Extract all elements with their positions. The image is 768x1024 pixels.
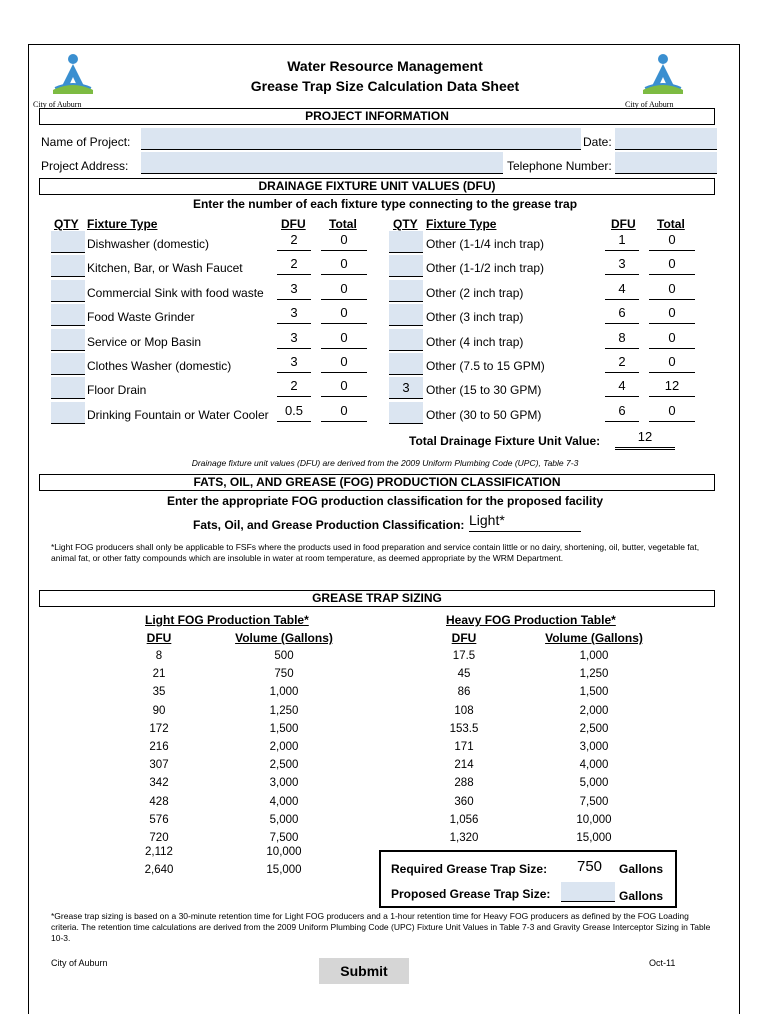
col-dfu-left: DFU [281, 217, 306, 231]
qty-input[interactable] [51, 280, 85, 302]
light-dfu-cell: 720 [149, 832, 169, 844]
total-value: 0 [321, 353, 367, 373]
fixture-type-label: Kitchen, Bar, or Wash Faucet [87, 261, 243, 276]
heavy-volume-cell: 1,000 [579, 650, 609, 662]
heavy-dfu-cell: 153.5 [449, 722, 479, 735]
light-dfu-cell: 8 [155, 650, 163, 662]
total-value: 0 [321, 231, 367, 251]
light-volume-cell: 4,000 [269, 795, 299, 808]
heavy-dfu-cell: 288 [454, 777, 474, 790]
heavy-dfu-cell: 214 [454, 759, 474, 772]
proposed-size-field[interactable] [561, 882, 615, 902]
required-size-unit: Gallons [619, 862, 664, 876]
fog-instruction: Enter the appropriate FOG production classification for the proposed facility [166, 494, 604, 508]
dfu-instruction: Enter the number of each fixture type connecting to the grease trap [192, 197, 578, 211]
total-value: 0 [321, 255, 367, 275]
light-dfu-cell: 576 [149, 813, 169, 826]
col-total-left: Total [329, 217, 357, 231]
dfu-value: 3 [605, 255, 639, 275]
heavy-volume-cell: 1,500 [579, 686, 609, 699]
light-volume-cell: 5,000 [269, 813, 299, 826]
heavy-table-title: Heavy FOG Production Table* [446, 613, 616, 627]
dfu-value: 4 [605, 280, 639, 300]
fixture-type-label: Other (15 to 30 GPM) [426, 383, 542, 398]
project-info-header: PROJECT INFORMATION [39, 108, 715, 125]
dfu-value: 2 [277, 255, 311, 275]
dfu-value: 0.5 [277, 402, 311, 422]
col-fixture-left: Fixture Type [87, 217, 158, 231]
footer-date: Oct-11 [649, 958, 676, 968]
dfu-value: 1 [605, 231, 639, 251]
qty-input[interactable] [51, 255, 85, 277]
telephone-field[interactable] [615, 152, 717, 174]
heavy-col-volume: Volume (Gallons) [545, 631, 643, 645]
light-volume-cell: 1,250 [269, 704, 299, 717]
telephone-label: Telephone Number: [507, 159, 612, 173]
col-qty-left: QTY [54, 217, 79, 231]
fixture-type-label: Commercial Sink with food waste [87, 285, 264, 300]
logo-caption: City of Auburn [625, 100, 674, 109]
project-name-label: Name of Project: [41, 135, 131, 149]
qty-input[interactable] [389, 304, 423, 326]
col-fixture-right: Fixture Type [426, 217, 497, 231]
fog-class-field[interactable]: Light* [469, 510, 581, 532]
dfu-header: DRAINAGE FIXTURE UNIT VALUES (DFU) [39, 178, 715, 195]
heavy-dfu-cell: 86 [457, 686, 471, 699]
light-volume-cell: 750 [274, 668, 294, 681]
dfu-value: 3 [277, 304, 311, 324]
fixture-type-label: Other (1-1/2 inch trap) [426, 261, 545, 276]
logo-caption: City of Auburn [33, 100, 82, 109]
required-size-value: 750 [577, 858, 603, 875]
total-value: 12 [649, 377, 695, 397]
submit-button[interactable]: Submit [319, 958, 409, 984]
project-address-label: Project Address: [41, 159, 129, 173]
qty-input[interactable] [389, 353, 423, 375]
qty-input[interactable] [51, 304, 85, 326]
fixture-type-label: Dishwasher (domestic) [87, 237, 210, 251]
light-volume-cell: 7,500 [269, 832, 299, 844]
total-value: 0 [649, 304, 695, 324]
dfu-value: 6 [605, 402, 639, 422]
fixture-type-label: Other (7.5 to 15 GPM) [426, 359, 545, 373]
form-page [28, 44, 740, 1014]
date-label: Date: [583, 135, 612, 149]
heavy-volume-cell: 7,500 [579, 795, 609, 808]
total-value: 0 [649, 402, 695, 422]
light-dfu-cell: 428 [149, 795, 169, 808]
total-value: 0 [321, 402, 367, 422]
total-value: 0 [321, 377, 367, 397]
qty-input[interactable] [389, 231, 423, 253]
proposed-size-unit: Gallons [619, 889, 664, 903]
light-col-volume: Volume (Gallons) [235, 631, 333, 645]
total-value: 0 [649, 329, 695, 349]
heavy-dfu-cell: 45 [457, 668, 471, 681]
light-dfu-cell: 2,112 [145, 846, 173, 859]
qty-input[interactable] [51, 353, 85, 375]
heavy-dfu-cell: 17.5 [452, 650, 476, 662]
col-total-right: Total [657, 217, 685, 231]
sizing-header: GREASE TRAP SIZING [39, 590, 715, 607]
qty-input[interactable] [389, 280, 423, 302]
fixture-type-label: Other (2 inch trap) [426, 285, 524, 300]
col-qty-right: QTY [393, 217, 418, 231]
fixture-type-label: Floor Drain [87, 383, 147, 398]
footer-city: City of Auburn [51, 958, 108, 968]
light-volume-cell: 1,000 [269, 686, 299, 699]
fixture-type-label: Other (1-1/4 inch trap) [426, 237, 545, 251]
col-dfu-right: DFU [611, 217, 636, 231]
heavy-volume-cell: 10,000 [576, 813, 612, 826]
light-dfu-cell: 172 [149, 722, 169, 735]
fixture-type-label: Service or Mop Basin [87, 334, 202, 349]
fog-class-label: Fats, Oil, and Grease Production Classification: [193, 518, 465, 532]
light-dfu-cell: 2,640 [144, 864, 174, 877]
light-volume-cell: 2,500 [269, 759, 299, 772]
total-value: 0 [649, 231, 695, 251]
sizing-note: *Grease trap sizing is based on a 30-minute retention time for Light FOG producers and a 1-hour retention time for Heavy FOG producers as defined by the FOG Loading criteria. The retention time calculations are derived from the 2009 Uniform Plumbing Code (UPC) Fixture Unit Values in Table 7-3 and Gravity Grease Interceptor Sizing in Table 10-3. [51, 911, 711, 943]
qty-input[interactable] [51, 231, 85, 253]
light-dfu-cell: 307 [149, 759, 169, 772]
light-dfu-cell: 21 [152, 668, 166, 681]
heavy-col-dfu: DFU [451, 631, 477, 645]
fixture-type-label: Other (4 inch trap) [426, 334, 524, 349]
light-volume-cell: 2,000 [269, 741, 299, 753]
light-dfu-cell: 35 [152, 686, 166, 699]
light-col-dfu: DFU [146, 631, 172, 645]
dfu-value: 3 [277, 280, 311, 300]
fog-note: *Light FOG producers shall only be applicable to FSFs where the products used in food preparation and service contain little or no dairy, shortening, oil, butter, vegetable fat, animal fat, or other fatty compounds which are insoluble in water at room temperature, as deemed appropriate by the WRM Department. [51, 542, 700, 563]
total-dfu-value: 12 [615, 428, 675, 450]
qty-input[interactable] [51, 377, 85, 399]
total-value: 0 [321, 304, 367, 324]
date-field[interactable] [615, 128, 717, 150]
heavy-dfu-cell: 108 [454, 704, 474, 717]
fixture-type-label: Other (30 to 50 GPM) [426, 407, 542, 422]
qty-input[interactable] [389, 255, 423, 277]
heavy-volume-cell: 4,000 [579, 759, 609, 772]
light-volume-cell: 3,000 [269, 777, 299, 790]
dfu-value: 2 [277, 377, 311, 397]
fixture-type-label: Other (3 inch trap) [426, 310, 524, 325]
light-volume-cell: 15,000 [266, 864, 302, 877]
proposed-size-label: Proposed Grease Trap Size: [391, 887, 551, 901]
heavy-volume-cell: 2,500 [579, 722, 609, 735]
qty-input[interactable]: 3 [389, 377, 423, 399]
light-volume-cell: 10,000 [266, 846, 302, 859]
light-volume-cell: 1,500 [269, 722, 299, 735]
total-value: 0 [649, 353, 695, 373]
fixture-type-label: Food Waste Grinder [87, 310, 195, 325]
total-dfu-label: Total Drainage Fixture Unit Value: [409, 434, 601, 448]
heavy-dfu-cell: 360 [454, 795, 474, 808]
qty-input[interactable] [389, 329, 423, 351]
total-value: 0 [321, 329, 367, 349]
page-title: Water Resource Management [287, 58, 483, 74]
fixture-type-label: Drinking Fountain or Water Cooler [87, 407, 269, 422]
light-dfu-cell: 90 [152, 704, 166, 717]
project-name-field[interactable] [141, 128, 581, 150]
fog-header: FATS, OIL, AND GREASE (FOG) PRODUCTION CLASSIFICATION [39, 474, 715, 491]
total-value: 0 [321, 280, 367, 300]
heavy-dfu-cell: 1,056 [449, 813, 479, 826]
project-address-field[interactable] [141, 152, 503, 174]
qty-input[interactable] [51, 329, 85, 351]
dfu-value: 8 [605, 329, 639, 349]
heavy-volume-cell: 15,000 [576, 832, 612, 844]
dfu-value: 6 [605, 304, 639, 324]
heavy-volume-cell: 3,000 [579, 741, 609, 753]
dfu-value: 4 [605, 377, 639, 397]
grease-trap-size-box [379, 850, 677, 908]
light-table-title: Light FOG Production Table* [145, 613, 309, 627]
qty-input[interactable] [389, 402, 423, 424]
dfu-value: 2 [277, 231, 311, 251]
total-value: 0 [649, 280, 695, 300]
dfu-value: 3 [277, 329, 311, 349]
heavy-volume-cell: 1,250 [579, 668, 609, 681]
heavy-dfu-cell: 171 [454, 741, 474, 753]
heavy-dfu-cell: 1,320 [449, 832, 479, 844]
light-dfu-cell: 216 [149, 741, 169, 753]
heavy-volume-cell: 5,000 [579, 777, 609, 790]
required-size-label: Required Grease Trap Size: [391, 862, 548, 876]
qty-input[interactable] [51, 402, 85, 424]
dfu-value: 3 [277, 353, 311, 373]
fixture-type-label: Clothes Washer (domestic) [87, 359, 232, 373]
page-subtitle: Grease Trap Size Calculation Data Sheet [250, 78, 520, 94]
dfu-value: 2 [605, 353, 639, 373]
heavy-volume-cell: 2,000 [579, 704, 609, 717]
light-volume-cell: 500 [274, 650, 294, 662]
dfu-footnote: Drainage fixture unit values (DFU) are derived from the 2009 Uniform Plumbing Code (UPC), Table 7-3 [191, 458, 579, 468]
total-value: 0 [649, 255, 695, 275]
light-dfu-cell: 342 [149, 777, 169, 790]
